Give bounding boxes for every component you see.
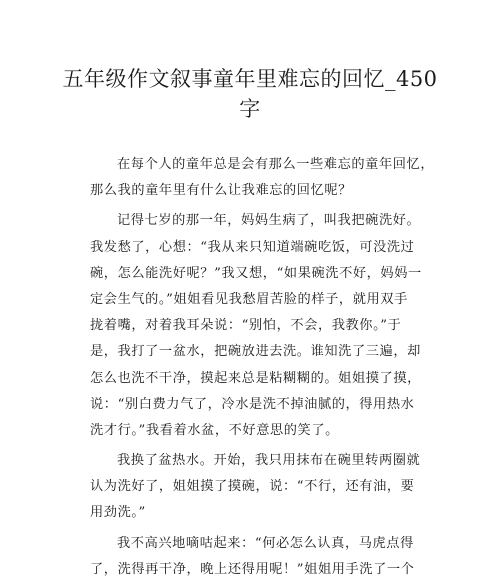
- text-line: 怎么也洗不干净，摸起来总是粘糊糊的。姐姐摸了摸，: [90, 370, 421, 386]
- text-line: 在每个人的童年总是会有那么一些难忘的童年回忆，: [117, 157, 435, 172]
- text-line: 了，洗得再干净，晚上还得用呢！”姐姐用手洗了一个: [90, 561, 415, 577]
- title-line-1: 五年级作文叙事童年里难忘的回忆_450: [62, 67, 438, 91]
- document-title: [60, 64, 440, 124]
- text-line: 说：“别白费力气了，冷水是洗不掉油腻的，得用热水: [90, 396, 415, 412]
- text-line: 记得七岁的那一年，妈妈生病了，叫我把碗洗好。: [117, 213, 421, 229]
- text-line: 洗才行。”我看着水盆，不好意思的笑了。: [90, 422, 339, 438]
- text-line: 用劲洗。”: [90, 505, 146, 521]
- text-line: 我发愁了，心想：“我从来只知道端碗吃饭，可没洗过: [90, 239, 415, 255]
- text-line: 是，我打了一盆水，把碗放进去洗。谁知洗了三遍，却: [90, 344, 421, 360]
- text-line: 我不高兴地嘀咕起来：“何必怎么认真，马虎点得: [117, 535, 414, 551]
- article-body: [90, 152, 435, 583]
- title-line-2: 字: [239, 97, 261, 121]
- text-line: 拢着嘴，对着我耳朵说：“别怕，不会，我教你。”于: [90, 318, 402, 334]
- text-line: 碗，怎么能洗好呢？”我又想，“如果碗洗不好，妈妈一: [90, 265, 422, 281]
- text-line: 定会生气的。”姐姐看见我愁眉苦脸的样子，就用双手: [90, 291, 408, 307]
- text-line: 那么我的童年里有什么让我难忘的回忆呢？: [90, 183, 352, 199]
- text-line: 我换了盆热水。开始，我只用抹布在碗里转两圈就: [117, 453, 421, 469]
- text-line: 认为洗好了，姐姐摸了摸碗，说：“不行，还有油，要: [90, 479, 415, 495]
